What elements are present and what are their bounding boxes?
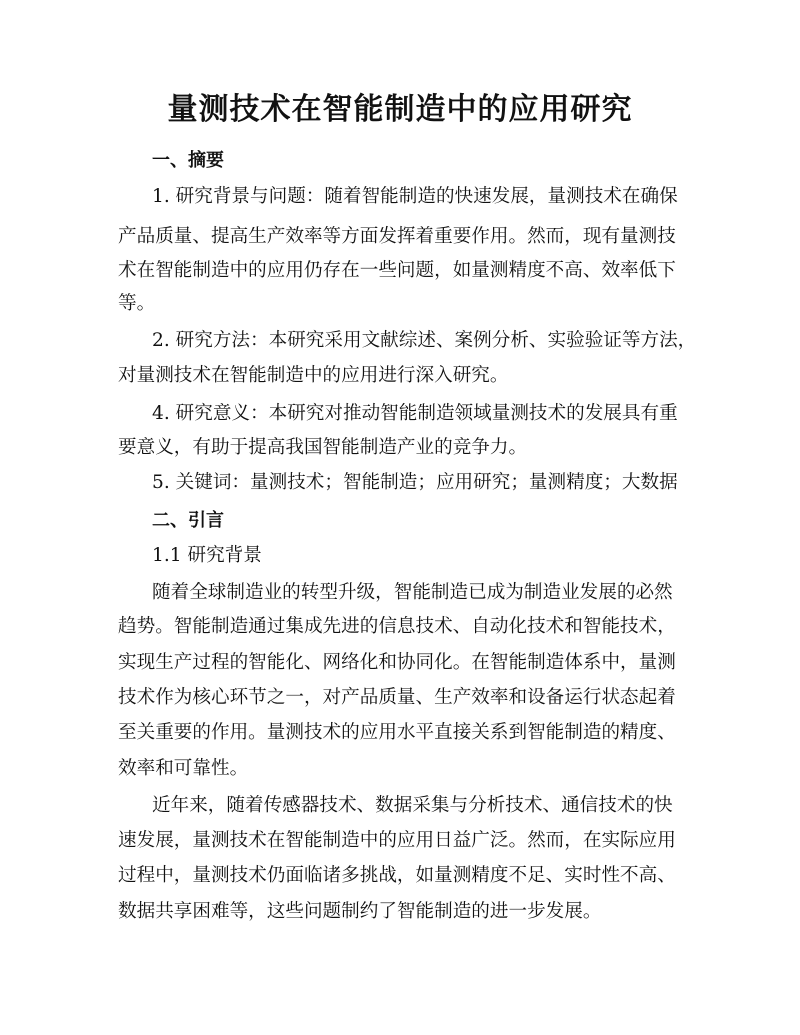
intro-line-1: 随着全球制造业的转型升级，智能制造已成为制造业发展的必然 bbox=[152, 582, 673, 603]
abstract-line-4: 等。 bbox=[118, 293, 156, 314]
section-heading-abstract: 一、摘要 bbox=[152, 150, 224, 171]
intro-line-6: 效率和可靠性。 bbox=[118, 758, 249, 779]
intro-line-10: 数据共享困难等，这些问题制约了智能制造的进一步发展。 bbox=[118, 901, 602, 922]
subsection-heading-background: 1.1 研究背景 bbox=[152, 545, 262, 566]
abstract-line-2: 产品质量、提高生产效率等方面发挥着重要作用。然而，现有量测技 bbox=[118, 226, 676, 247]
keywords-line: 5. 关键词：量测技术；智能制造；应用研究；量测精度；大数据 bbox=[152, 472, 678, 493]
intro-line-4: 技术作为核心环节之一，对产品质量、生产效率和设备运行状态起着 bbox=[118, 687, 676, 708]
abstract-line-6: 对量测技术在智能制造中的应用进行深入研究。 bbox=[118, 365, 509, 386]
intro-line-9: 过程中，量测技术仍面临诸多挑战，如量测精度不足、实时性不高、 bbox=[118, 865, 676, 886]
intro-line-2: 趋势。智能制造通过集成先进的信息技术、自动化技术和智能技术， bbox=[118, 616, 676, 637]
document-title: 量测技术在智能制造中的应用研究 bbox=[167, 92, 633, 127]
intro-line-8: 速发展，量测技术在智能制造中的应用日益广泛。然而，在实际应用 bbox=[118, 830, 676, 851]
abstract-line-1: 1. 研究背景与问题：随着智能制造的快速发展，量测技术在确保 bbox=[152, 186, 678, 207]
intro-line-3: 实现生产过程的智能化、网络化和协同化。在智能制造体系中，量测 bbox=[118, 652, 676, 673]
abstract-line-7: 4. 研究意义：本研究对推动智能制造领域量测技术的发展具有重 bbox=[152, 403, 678, 424]
intro-line-7: 近年来，随着传感器技术、数据采集与分析技术、通信技术的快 bbox=[152, 795, 673, 816]
section-heading-introduction: 二、引言 bbox=[152, 510, 224, 531]
abstract-line-5: 2. 研究方法：本研究采用文献综述、案例分析、实验验证等方法， bbox=[152, 330, 697, 351]
intro-line-5: 至关重要的作用。量测技术的应用水平直接关系到智能制造的精度、 bbox=[118, 722, 676, 743]
abstract-line-8: 要意义，有助于提高我国智能制造产业的竞争力。 bbox=[118, 437, 528, 458]
abstract-line-3: 术在智能制造中的应用仍存在一些问题，如量测精度不高、效率低下 bbox=[118, 260, 676, 281]
